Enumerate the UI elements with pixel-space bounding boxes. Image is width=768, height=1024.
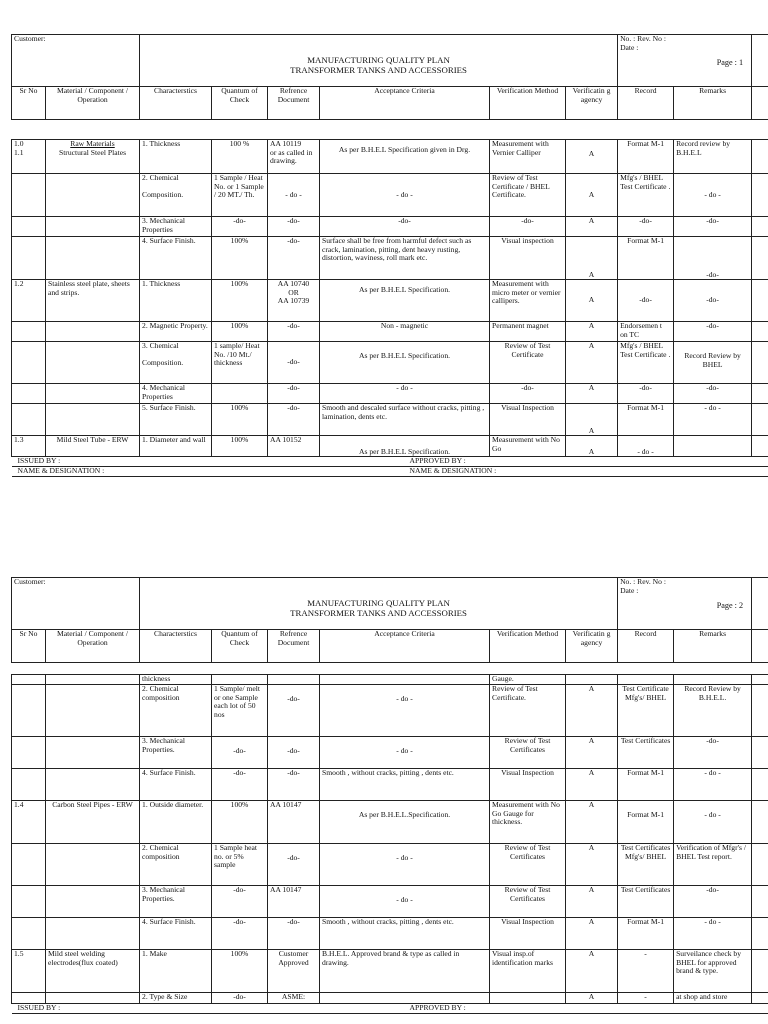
record-cell: -: [618, 993, 674, 1004]
signature-row: [12, 1004, 768, 1014]
remarks-cell: -do-: [674, 384, 752, 404]
reference-cell: AA 10152: [268, 436, 320, 457]
acceptance-cell: - do -: [320, 886, 490, 918]
material-name: Structural Steel Plates: [58, 147, 127, 157]
table-row: [12, 322, 768, 342]
header-reference: Refrence Document: [268, 87, 320, 120]
record-cell: Endorsemen t on TC: [618, 322, 674, 342]
agency-cell: A: [566, 685, 618, 737]
quantum-cell: 100 %: [212, 140, 268, 174]
margin-cell: [752, 630, 768, 663]
method-cell: Measurement with No Go: [490, 436, 566, 457]
agency-cell: A: [566, 886, 618, 918]
margin-cell: [752, 35, 768, 87]
table-row: [12, 685, 768, 737]
agency-cell: A: [566, 737, 618, 769]
method-cell: Measurement with No Go Gauge for thickness.: [490, 801, 566, 844]
document-title: [140, 578, 618, 630]
characteristic-cell: 1. Diameter and wall: [140, 436, 212, 457]
remarks-cell: Verification of Mfgr's / BHEL Test report.: [674, 844, 752, 886]
doc-info: [618, 35, 752, 87]
characteristic-cell: 1. Thickness: [140, 140, 212, 174]
agency-cell: A: [566, 844, 618, 886]
date-label: Date :: [620, 585, 639, 595]
header-sr: Sr No: [12, 87, 46, 120]
acceptance-cell: - do -: [320, 384, 490, 404]
reference-cell: ASME:: [268, 993, 320, 1004]
method-cell: Visual Inspection: [490, 769, 566, 801]
header-record: Record: [618, 630, 674, 663]
method-cell: -do-: [490, 384, 566, 404]
reference-cell: -do-: [268, 342, 320, 384]
acceptance-cell: As per B.H.E.L Specification.: [320, 342, 490, 384]
record-cell: Test Certificates: [618, 886, 674, 918]
reference-cell: -do-: [268, 685, 320, 737]
document-header: [12, 35, 768, 87]
reference-cell: -do-: [268, 237, 320, 280]
spacer-row: [12, 120, 768, 140]
table-row: [12, 737, 768, 769]
remarks-cell: Record Review by B.H.E.L.: [674, 685, 752, 737]
table-row: [12, 918, 768, 950]
agency-cell: A: [566, 174, 618, 217]
reference-cell: AA 10147: [268, 801, 320, 844]
sr-cell: 1.2: [12, 280, 46, 322]
reference-cell: AA 10119 or as called in drawing.: [268, 140, 320, 174]
record-cell: -do-: [618, 217, 674, 237]
characteristic-cell: 4. Surface Finish.: [140, 918, 212, 950]
reference-cell: - do -: [268, 174, 320, 217]
record-cell: -: [618, 950, 674, 993]
material-cell: Mild steel welding electrodes(flux coated): [46, 950, 140, 993]
reference-cell: -do-: [268, 844, 320, 886]
quantum-cell: 100%: [212, 436, 268, 457]
table-row: [12, 886, 768, 918]
remarks-cell: [674, 436, 752, 457]
reference-cell: -do-: [268, 769, 320, 801]
remarks-cell: Record Review by BHEL: [674, 342, 752, 384]
reference-cell: -do-: [268, 737, 320, 769]
table-row: [12, 950, 768, 993]
remarks-cell: at shop and store: [674, 993, 752, 1004]
record-cell: Test Certificate Mfg's/ BHEL: [618, 685, 674, 737]
quantum-cell: 100%: [212, 950, 268, 993]
page-number: Page : 1: [716, 58, 744, 67]
quantum-cell: 1 Sample/ melt or one Sample each lot of 50 nos: [212, 685, 268, 737]
material-cell: Mild Steel Tube - ERW: [46, 436, 140, 457]
method-cell: Review of Test Certificate / BHEL Certificate.: [490, 174, 566, 217]
record-cell: Format M-1: [618, 918, 674, 950]
table-row: [12, 140, 768, 174]
header-remarks: Remarks: [674, 87, 752, 120]
characteristic-cell: 1. Thickness: [140, 280, 212, 322]
acceptance-cell: As per B.H.E.L.Specification.: [320, 801, 490, 844]
header-reference: Refrence Document: [268, 630, 320, 663]
table-row: [12, 404, 768, 436]
header-method: Verification Method: [490, 630, 566, 663]
quantum-cell: 1 Sample heat no. or 5% sample: [212, 844, 268, 886]
characteristic-cell: 3. Mechanical Properties: [140, 217, 212, 237]
header-material: Material / Component / Operation: [46, 630, 140, 663]
characteristic-cell: 4. Surface Finish.: [140, 237, 212, 280]
acceptance-cell: Non - magnetic: [320, 322, 490, 342]
reference-cell: -do-: [268, 322, 320, 342]
quantum-cell: 1 Sample / Heat No. or 1 Sample / 20 MT./ Th.: [212, 174, 268, 217]
header-characteristics: Characterstics: [140, 630, 212, 663]
header-agency: Verificatin g agency: [566, 87, 618, 120]
customer-label: Customer:: [12, 578, 140, 630]
document-title: [140, 35, 618, 87]
table-row: [12, 675, 768, 685]
quantum-cell: 100%: [212, 801, 268, 844]
header-sr: Sr No: [12, 630, 46, 663]
table-row: [12, 342, 768, 384]
signature-row: [12, 467, 768, 477]
method-cell: Review of Test Certificates: [490, 886, 566, 918]
quantum-cell: -do-: [212, 993, 268, 1004]
page-number: Page : 2: [716, 601, 744, 610]
method-cell: Gauge.: [490, 675, 566, 685]
remarks-cell: Record review by B.H.E.L: [674, 140, 752, 174]
material-cell: Carbon Steel Pipes - ERW: [46, 801, 140, 844]
acceptance-cell: As per B.H.E.L Specification.: [320, 436, 490, 457]
reference-cell: AA 10147: [268, 886, 320, 918]
reference-cell: -do-: [268, 918, 320, 950]
acceptance-cell: - do -: [320, 685, 490, 737]
header-agency: Verificatin g agency: [566, 630, 618, 663]
characteristic-cell: 3. Mechanical Properties.: [140, 886, 212, 918]
method-cell: Measurement with micro meter or vernier callipers.: [490, 280, 566, 322]
customer-label: Customer:: [12, 35, 140, 87]
record-cell: Format M-1: [618, 140, 674, 174]
agency-cell: A: [566, 993, 618, 1004]
column-header-row: [12, 630, 768, 663]
record-cell: Format M-1: [618, 404, 674, 436]
remarks-cell: -do-: [674, 737, 752, 769]
method-cell: Visual Inspection: [490, 404, 566, 436]
doc-info: [618, 578, 752, 630]
record-cell: Mfg's / BHEL Test Certificate .: [618, 174, 674, 217]
acceptance-cell: -do-: [320, 217, 490, 237]
characteristic-cell: 2. Type & Size: [140, 993, 212, 1004]
issued-by-label: ISSUED BY :: [12, 1004, 320, 1014]
quantum-cell: -do-: [212, 886, 268, 918]
characteristic-cell: 2. Magnetic Property.: [140, 322, 212, 342]
sr-cell: 1.5: [12, 950, 46, 993]
table-row: [12, 769, 768, 801]
agency-cell: A: [566, 769, 618, 801]
remarks-cell: -do-: [674, 322, 752, 342]
agency-cell: A: [566, 950, 618, 993]
method-cell: Review of Test Certificates: [490, 737, 566, 769]
method-cell: Permanent magnet: [490, 322, 566, 342]
header-characteristics: Characterstics: [140, 87, 212, 120]
issued-name-designation-label: NAME & DESIGNATION :: [12, 467, 320, 477]
material-cell: [46, 140, 140, 174]
date-label: Date :: [620, 42, 639, 52]
signature-row: [12, 457, 768, 467]
agency-cell: A: [566, 140, 618, 174]
quantum-cell: 100%: [212, 280, 268, 322]
quantum-cell: 100%: [212, 237, 268, 280]
quality-plan-table: [11, 577, 768, 1014]
sr-cell: 1.3: [12, 436, 46, 457]
acceptance-cell: As per B.H.E.L Specification given in Drg.: [320, 140, 490, 174]
record-cell: - do -: [618, 436, 674, 457]
quality-plan-table: [11, 34, 768, 477]
acceptance-cell: - do -: [320, 174, 490, 217]
record-cell: Mfg's / BHEL Test Certificate .: [618, 342, 674, 384]
approved-name-designation-label: NAME & DESIGNATION :: [320, 467, 768, 477]
agency-cell: A: [566, 342, 618, 384]
record-cell: Test Certificates Mfg's/ BHEL: [618, 844, 674, 886]
record-cell: -do-: [618, 384, 674, 404]
agency-cell: A: [566, 237, 618, 280]
remarks-cell: -do-: [674, 280, 752, 322]
margin-cell: [752, 87, 768, 120]
acceptance-cell: - do -: [320, 844, 490, 886]
header-record: Record: [618, 87, 674, 120]
header-material: Material / Component / Operation: [46, 87, 140, 120]
method-cell: [490, 993, 566, 1004]
quantum-cell: 1 sample/ Heat No. /10 Mt./ thickness: [212, 342, 268, 384]
header-quantum: Quantum of Check: [212, 630, 268, 663]
sr-cell: 1.0 1.1: [12, 140, 46, 174]
agency-cell: A: [566, 404, 618, 436]
method-cell: Visual inspection: [490, 237, 566, 280]
method-cell: Review of Test Certificate.: [490, 685, 566, 737]
table-row: [12, 384, 768, 404]
reference-cell: Customer Approved: [268, 950, 320, 993]
method-cell: Measurement with Vernier Calliper: [490, 140, 566, 174]
column-header-row: [12, 87, 768, 120]
doc-number-label: No. : Rev. No :: [620, 34, 666, 43]
table-row: [12, 174, 768, 217]
acceptance-cell: As per B.H.E.L Specification.: [320, 280, 490, 322]
title-line-1: MANUFACTURING QUALITY PLAN: [307, 597, 450, 608]
remarks-cell: - do -: [674, 918, 752, 950]
acceptance-cell: Surface shall be free from harmful defect such as crack, lamination, pitting, dent heavy rusting, distortion, waviness, roll mark etc.: [320, 237, 490, 280]
table-row: [12, 280, 768, 322]
header-remarks: Remarks: [674, 630, 752, 663]
agency-cell: A: [566, 918, 618, 950]
quantum-cell: -do-: [212, 769, 268, 801]
margin-cell: [752, 140, 768, 174]
material-cell: Stainless steel plate, sheets and strips.: [46, 280, 140, 322]
remarks-cell: - do -: [674, 404, 752, 436]
approved-by-label: APPROVED BY :: [320, 1004, 768, 1014]
remarks-cell: - do -: [674, 174, 752, 217]
reference-cell: AA 10740 OR AA 10739: [268, 280, 320, 322]
spacer-row: [12, 663, 768, 675]
agency-cell: A: [566, 384, 618, 404]
reference-cell: -do-: [268, 217, 320, 237]
characteristic-cell: 1. Outside diameter.: [140, 801, 212, 844]
table-row: [12, 801, 768, 844]
header-acceptance: Acceptance Criteria: [320, 630, 490, 663]
characteristic-cell: 2. Chemical composition: [140, 685, 212, 737]
acceptance-cell: Smooth , without cracks, pitting , dents etc.: [320, 769, 490, 801]
method-cell: Review of Test Certificate: [490, 342, 566, 384]
characteristic-cell: 1. Make: [140, 950, 212, 993]
method-cell: Visual Inspection: [490, 918, 566, 950]
quantum-cell: -do-: [212, 217, 268, 237]
characteristic-cell: 3. Chemical Composition.: [140, 342, 212, 384]
approved-by-label: APPROVED BY :: [320, 457, 768, 467]
table-row: [12, 217, 768, 237]
acceptance-cell: B.H.E.L. Approved brand & type as called in drawing.: [320, 950, 490, 993]
agency-cell: A: [566, 217, 618, 237]
characteristic-cell: 4. Surface Finish.: [140, 769, 212, 801]
reference-cell: -do-: [268, 384, 320, 404]
acceptance-cell: Smooth and descaled surface without cracks, pitting , lamination, dents etc.: [320, 404, 490, 436]
method-cell: Visual insp.of identification marks: [490, 950, 566, 993]
table-row: [12, 436, 768, 457]
remarks-cell: -do-: [674, 217, 752, 237]
remarks-cell: -do-: [674, 886, 752, 918]
characteristic-cell: 3. Mechanical Properties.: [140, 737, 212, 769]
table-row: [12, 237, 768, 280]
reference-cell: -do-: [268, 404, 320, 436]
section-heading: Raw Materials: [70, 139, 115, 148]
agency-cell: A: [566, 280, 618, 322]
quantum-cell: 100%: [212, 404, 268, 436]
characteristic-cell: 2. Chemical Composition.: [140, 174, 212, 217]
record-cell: Format M-1: [618, 769, 674, 801]
header-acceptance: Acceptance Criteria: [320, 87, 490, 120]
quantum-cell: [212, 384, 268, 404]
title-line-2: TRANSFORMER TANKS AND ACCESSORIES: [290, 607, 467, 618]
characteristic-cell: 4. Mechanical Properties: [140, 384, 212, 404]
table-row: [12, 844, 768, 886]
remarks-cell: - do -: [674, 769, 752, 801]
header-method: Verification Method: [490, 87, 566, 120]
record-cell: Format M-1: [618, 237, 674, 280]
remarks-cell: Surveilance check by BHEL for approved brand & type.: [674, 950, 752, 993]
acceptance-cell: [320, 993, 490, 1004]
agency-cell: A: [566, 801, 618, 844]
characteristic-cell: 5. Surface Finish.: [140, 404, 212, 436]
characteristic-cell: thickness: [140, 675, 212, 685]
quantum-cell: -do-: [212, 918, 268, 950]
table-row: [12, 993, 768, 1004]
issued-by-label: ISSUED BY :: [12, 457, 320, 467]
remarks-cell: -do-: [674, 237, 752, 280]
agency-cell: A: [566, 322, 618, 342]
title-line-1: MANUFACTURING QUALITY PLAN: [307, 54, 450, 65]
characteristic-cell: 2. Chemical composition: [140, 844, 212, 886]
quantum-cell: 100%: [212, 322, 268, 342]
acceptance-cell: - do -: [320, 737, 490, 769]
record-cell: -do-: [618, 280, 674, 322]
doc-number-label: No. : Rev. No :: [620, 577, 666, 586]
remarks-cell: - do -: [674, 801, 752, 844]
record-cell: Format M-1: [618, 801, 674, 844]
header-quantum: Quantum of Check: [212, 87, 268, 120]
quantum-cell: -do-: [212, 737, 268, 769]
sr-cell: 1.4: [12, 801, 46, 844]
margin-cell: [752, 578, 768, 630]
title-line-2: TRANSFORMER TANKS AND ACCESSORIES: [290, 64, 467, 75]
record-cell: Test Certificates: [618, 737, 674, 769]
document-header: [12, 578, 768, 630]
agency-cell: A: [566, 436, 618, 457]
method-cell: Review of Test Certificates: [490, 844, 566, 886]
method-cell: -do-: [490, 217, 566, 237]
acceptance-cell: Smooth , without cracks, pitting , dents etc.: [320, 918, 490, 950]
